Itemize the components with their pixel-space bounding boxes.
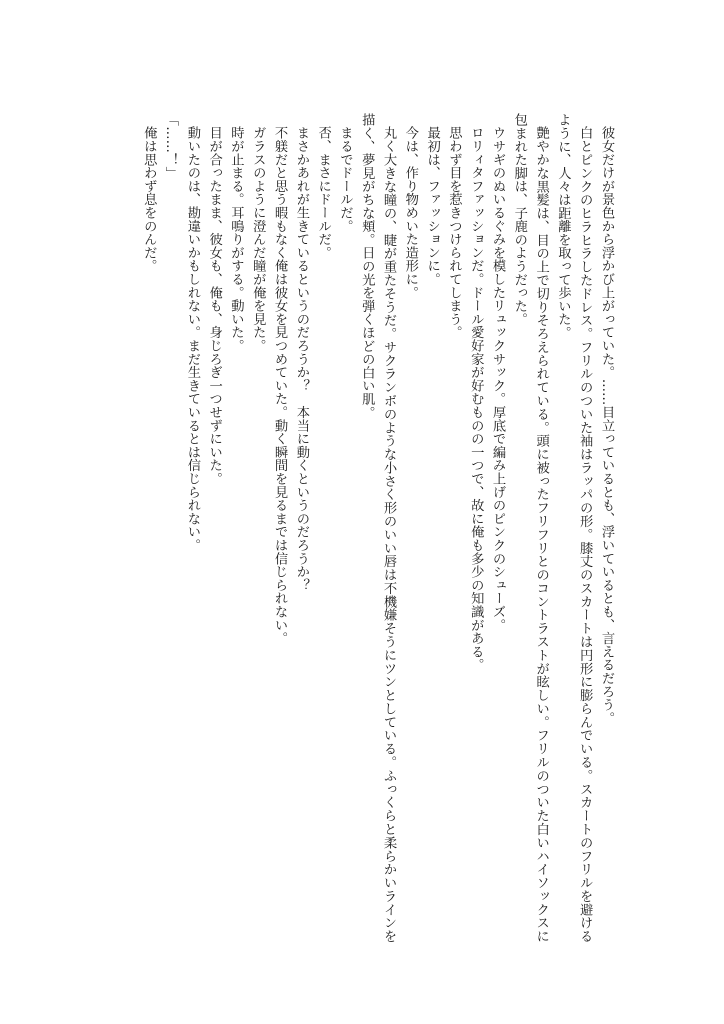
vertical-text-body [137,113,617,943]
paragraph: 不躾だと思う暇もなく俺は彼女を見つめていた。動く瞬間を見るまでは信じられない。 [272,126,288,645]
paragraph: まるでドールだ。 [337,126,353,233]
paragraph: 俺は思わず息をのんだ。 [141,126,157,273]
dialogue-line: 「……！」 [163,113,179,180]
paragraph: ウサギのぬいるぐみを模したリュックサック。厚底で編み上げのピンクのシューズ。 [490,126,506,632]
paragraph: 丸く大きな瞳の、睫が重たそうだ。サクランボのような小さく形のいい唇は不機嫌そうにツンとしている。ふっくらと柔らかいラインを描く、夢見がちな頬。日の光を弾くほどの白い肌。 [359,113,397,943]
paragraph: 否、まさにドールだ。 [315,126,331,260]
paragraph: 今は、作り物めいた造形に。 [402,126,418,300]
paragraph: 彼女だけが景色から浮かび上がっていた。……目立っているとも、浮いているとも、言えるだろう。 [599,126,614,725]
paragraph: 思わず目を惹きつけられてしまう。 [446,126,462,340]
paragraph: 目が合ったまま、彼女も、俺も、身じろぎ一つせずにいた。 [206,126,222,486]
paragraph: まさかあれが生きているというのだろうか？ 本当に動くというのだろうか？ [293,126,309,592]
paragraph: 最初は、ファッションに。 [424,126,440,286]
paragraph: 動いたのは、勘違いかもしれない。まだ生きているとは信じられない。 [184,126,200,552]
paragraph: 時が止まる。耳鳴りがする。動いた。 [228,126,244,353]
paragraph: 艶やかな黒髪は、目の上で切りそろえられている。頭に被ったフリフリとのコントラストが眩しい。フリルのついた白いハイソックスに包まれた脚は、子鹿のようだった。 [511,113,549,943]
paragraph: 白とピンクのヒラヒラしたドレス。フリルのついた袖はラッパの形。膝丈のスカートは円形に膨らんでいる。スカートのフリルを避けるように、人々は距離を取って歩いた。 [555,113,593,943]
paragraph: ロリィタファッションだ。ドール愛好家が好むものの一つで、故に俺も多少の知識がある。 [468,126,484,672]
paragraph: ガラスのように澄んだ瞳が俺を見た。 [250,126,266,353]
